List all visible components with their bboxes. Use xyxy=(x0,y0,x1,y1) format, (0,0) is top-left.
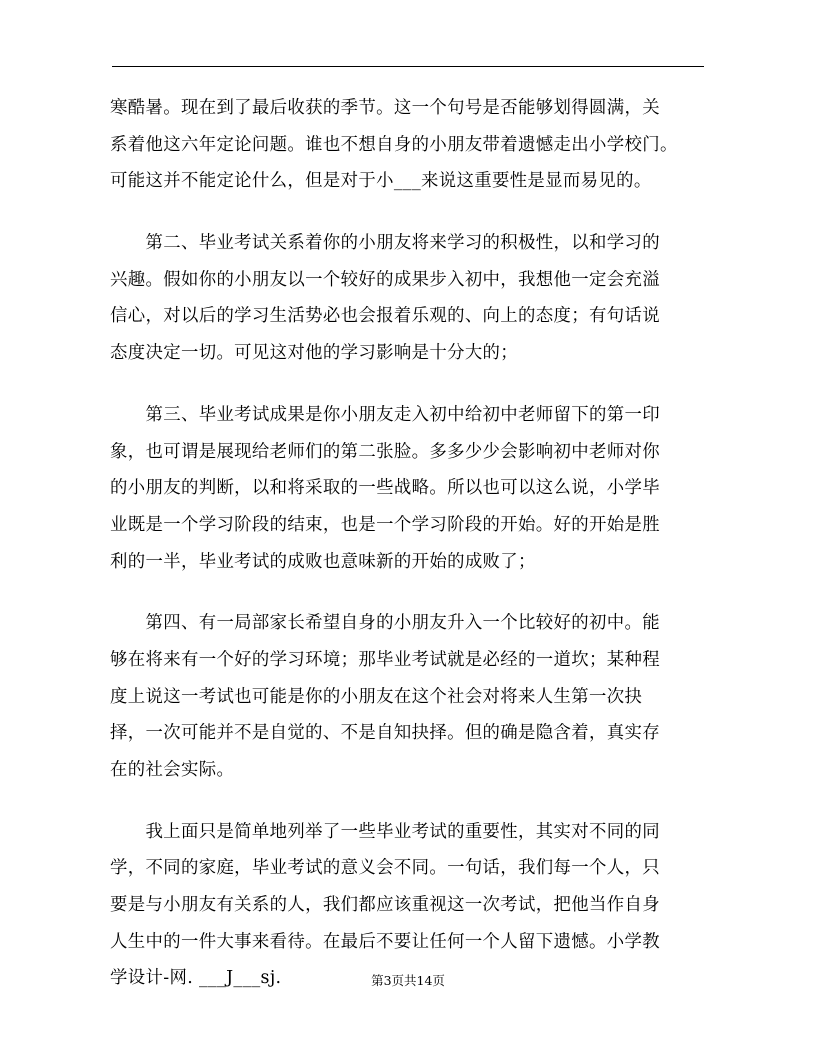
text-line: 第三、毕业考试成果是你小朋友走入初中给初中老师留下的第一印 xyxy=(110,404,660,425)
text-line: 人生中的一件大事来看待。在最后不要让任何一个人留下遗憾。小学教 xyxy=(110,931,660,952)
paragraph-continuation xyxy=(110,96,710,206)
text-line: 寒酷暑。现在到了最后收获的季节。这一个句号是否能够划得圆满，关 xyxy=(110,98,660,118)
text-line: 第四、有一局部家长希望自身的小朋友升入一个比较好的初中。能 xyxy=(110,613,660,634)
text-line: 要是与小朋友有关系的人，我们都应该重视这一次考试，把他当作自身 xyxy=(110,895,660,916)
text-line: 业既是一个学习阶段的结束，也是一个学习阶段的开始。好的开始是胜 xyxy=(110,514,660,535)
text-line: 在的社会实际。 xyxy=(110,760,235,780)
text-line: 兴趣。假如你的小朋友以一个较好的成果步入初中，我想他一定会充溢 xyxy=(110,269,660,290)
text-line: 我上面只是简单地列举了一些毕业考试的重要性，其实对不同的同 xyxy=(110,821,660,842)
text-line: 学，不同的家庭，毕业考试的意义会不同。一句话，我们每一个人，只 xyxy=(110,858,660,879)
page-number-footer: 第3页共14页 xyxy=(371,973,445,988)
text-line: 可能这并不能定论什么，但是对于小___来说这重要性是显而易见的。 xyxy=(110,171,652,192)
header-rule xyxy=(112,66,704,67)
paragraph-point-four xyxy=(110,611,710,794)
text-line: 第二、毕业考试关系着你的小朋友将来学习的积极性，以和学习的 xyxy=(110,233,660,254)
text-line: 度上说这一考试也可能是你的小朋友在这个社会对将来人生第一次抉 xyxy=(110,686,643,707)
document-body xyxy=(110,96,710,1003)
text-line: 学设计-网. ___J___sj. xyxy=(110,968,282,989)
text-line: 信心，对以后的学习生活势必也会报着乐观的、向上的态度；有句话说 xyxy=(110,306,660,327)
text-line: 系着他这六年定论问题。谁也不想自身的小朋友带着遗憾走出小学校门。 xyxy=(110,134,678,155)
text-line: 利的一半，毕业考试的成败也意味新的开始的成败了； xyxy=(110,551,536,572)
paragraph-point-two xyxy=(110,231,710,378)
text-line: 象，也可谓是展现给老师们的第二张脸。多多少少会影响初中老师对你 xyxy=(110,441,660,462)
paragraph-point-three xyxy=(110,403,710,586)
text-line: 的小朋友的判断，以和将采取的一些战略。所以也可以这么说，小学毕 xyxy=(110,478,660,499)
text-line: 够在将来有一个好的学习环境；那毕业考试就是必经的一道坎；某种程 xyxy=(110,649,660,670)
text-line: 择，一次可能并不是自觉的、不是自知抉择。但的确是隐含着，真实存 xyxy=(110,723,660,744)
text-line: 态度决定一切。可见这对他的学习影响是十分大的； xyxy=(110,343,519,364)
